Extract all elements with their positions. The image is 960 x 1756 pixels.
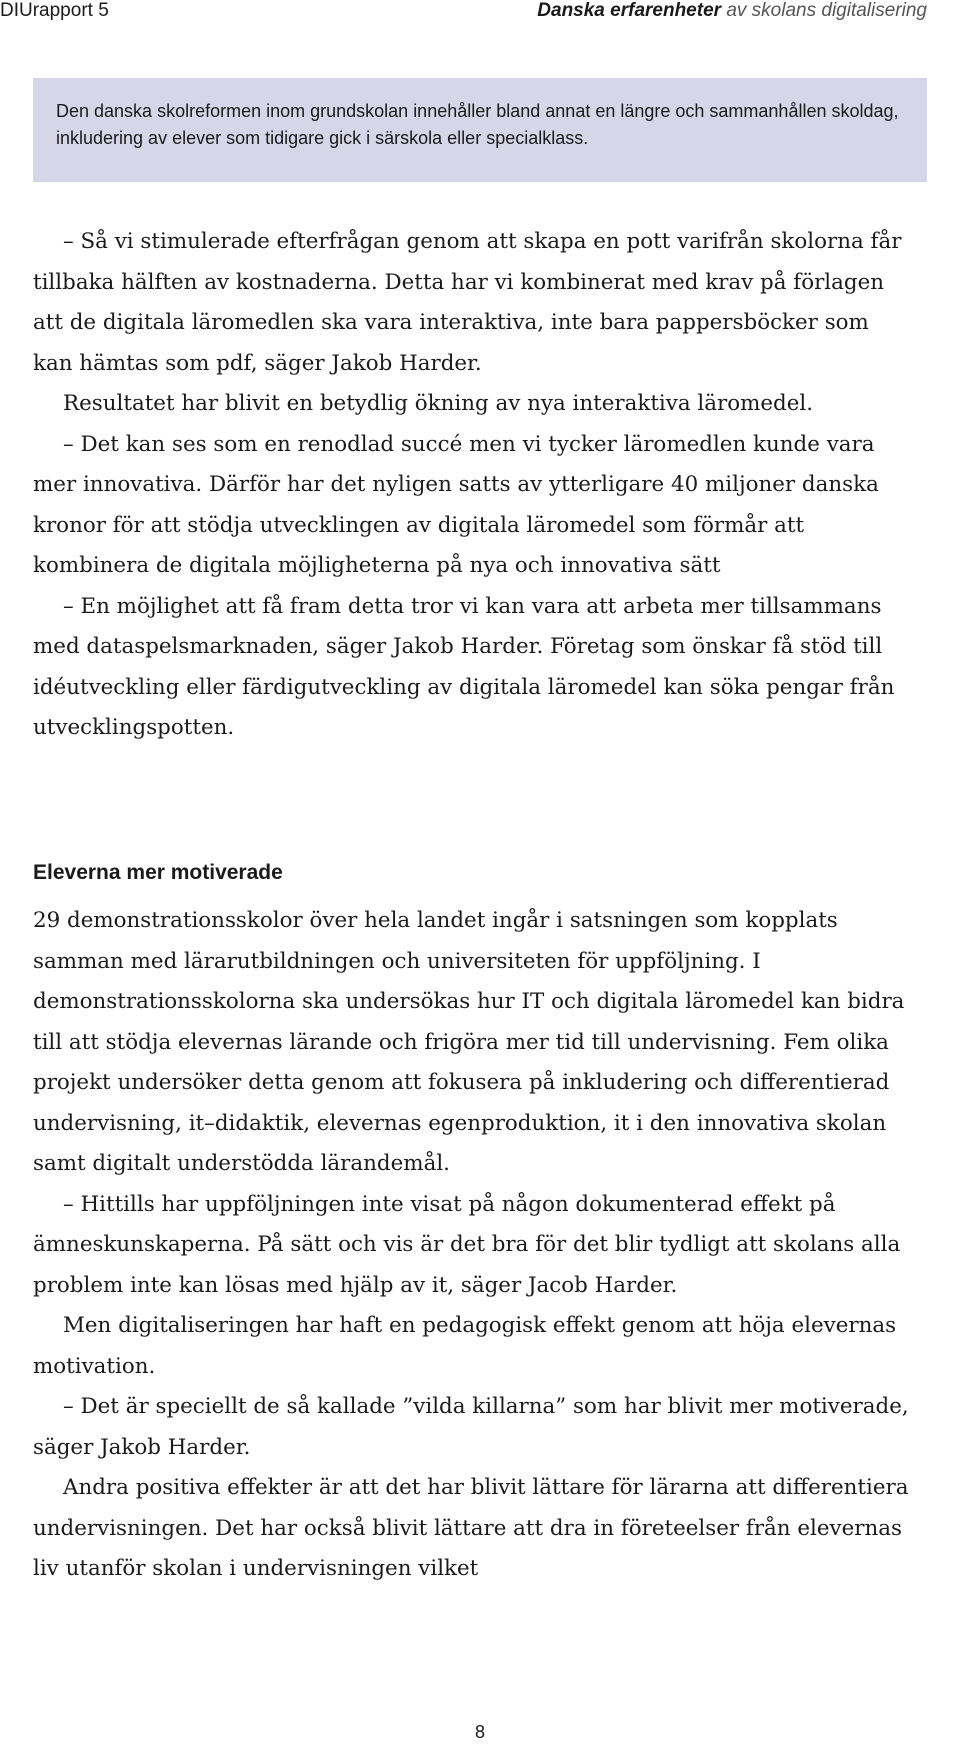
paragraph: Resultatet har blivit en betydlig ökning av nya interaktiva läromedel. [63, 391, 814, 416]
paragraph: – Hittills har uppföljningen inte visat på någon dokumenterad effekt på ämneskunskaperna. På sätt och vis är det bra för det blir tydligt att skolans alla problem inte kan lösas med hjälp av it, säger Jacob Harder. [33, 1191, 901, 1298]
body-section-1 [33, 222, 913, 749]
page-number: 8 [474, 1722, 485, 1742]
paragraph: – En möjlighet att få fram detta tror vi kan vara att arbeta mer tillsammans med dataspelsmarknaden, säger Jakob Harder. Företag som önskar få stöd till idéutveckling eller färdigutveckling av digitala läromedel kan söka pengar från utvecklingspotten. [33, 593, 895, 740]
paragraph: – Så vi stimulerade efterfrågan genom att skapa en pott varifrån skolorna får tillbaka hälften av kostnaderna. Detta har vi kombinerat med krav på förlagen att de digitala läromedlen ska vara interaktiva, inte bara pappersböcker som kan hämtas som pdf, säger Jakob Harder. [33, 229, 902, 376]
callout-text: Den danska skolreformen inom grundskolan innehåller bland annat en längre och sammanhållen skoldag, inkludering av elever som tidigare gick i särskola eller specialklass. [56, 101, 899, 148]
body-section-2 [33, 901, 913, 1590]
running-title-light: av skolans digitalisering [721, 0, 927, 21]
section-heading: Eleverna mer motiverade [33, 861, 283, 884]
report-name: DIUrapport 5 [0, 0, 109, 21]
paragraph: Andra positiva effekter är att det har blivit lättare för lärarna att differentiera undervisningen. Det har också blivit lättare att dra in företeelser från elevernas liv utanför skolan i undervisningen vilket [33, 1475, 909, 1581]
paragraph: – Det kan ses som en renodlad succé men vi tycker läromedlen kunde vara mer innovativa. Därför har det nyligen satts av ytterligare 40 miljoner danska kronor för att stödja utvecklingen av digitala läromedel som förmår att kombinera de digitala möjligheterna på nya och innovativa sätt [33, 431, 879, 578]
page-header [0, 0, 960, 24]
paragraph: Men digitaliseringen har haft en pedagogisk effekt genom att höja elevernas motivation. [33, 1313, 897, 1379]
running-title [537, 0, 927, 22]
paragraph: 29 demonstrationsskolor över hela landet ingår i satsningen som kopplats samman med lärarutbildningen och universiteten för uppföljning. I demonstrationsskolorna ska undersökas hur IT och digitala läromedel kan bidra till att stödja elevernas lärande och frigöra mer tid till undervisning. Fem olika projekt undersöker detta genom att fokusera på inkludering och differentierad undervisning, it–didaktik, elevernas egenproduktion, it i den innovativa skolan samt digitalt understödda lärandemål. [33, 908, 905, 1176]
paragraph: – Det är speciellt de så kallade ”vilda killarna” som har blivit mer motiverade, säger Jakob Harder. [33, 1394, 909, 1460]
callout-box [33, 78, 927, 182]
running-title-bold: Danska erfarenheter [537, 0, 722, 21]
